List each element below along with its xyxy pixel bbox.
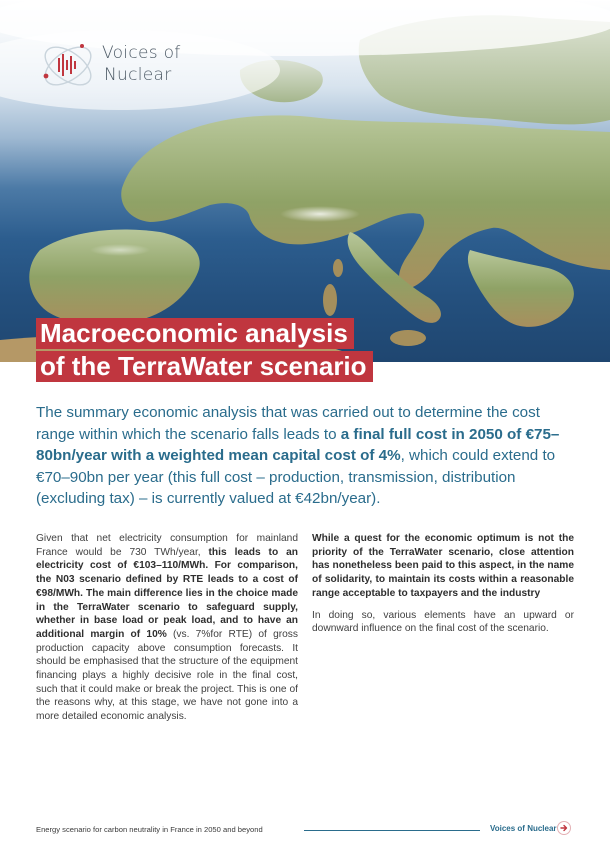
title-line-1: Macroeconomic analysis: [36, 318, 354, 349]
lede-text-2: , which could extend to €70–90bn per year (this full cost – production, transmission, distribution (excluding tax) – is currently valued at €42bn/year).: [36, 447, 556, 507]
hero-map-image: [0, 0, 610, 362]
brand-name-line1: Voices of: [102, 43, 181, 63]
left-text-bold: this leads to an electricity cost of €103–110/MWh. For comparison, the N03 scenario defined by RTE leads to a cost of €98/MWh. The main difference lies in the choice made in the TerraWater scenario to safeguard supply, whether in base load or peak load, and to have an additional margin of 10%: [36, 546, 298, 640]
lede-paragraph: [36, 402, 576, 510]
lede-text-1: The summary economic analysis that was carried out to determine the cost range within which the scenario falls leads to: [36, 404, 540, 443]
right-paragraph-1: [312, 532, 574, 601]
page-title: [36, 318, 373, 384]
lede-highlight: a final full cost in 2050 of €75–80bn/year with a weighted mean capital cost of 4%: [36, 425, 560, 464]
brand-name: [102, 42, 181, 86]
right-paragraph-2: In doing so, various elements have an upward or downward influence on the final cost of the scenario.: [312, 609, 574, 635]
body-column-left: [36, 532, 298, 732]
footer-brand: Voices of Nuclear: [490, 824, 557, 833]
title-line-2: of the TerraWater scenario: [36, 351, 373, 382]
left-paragraph: [36, 532, 298, 724]
footer-divider: [304, 830, 480, 831]
brand-name-line2: Nuclear: [104, 65, 172, 85]
brand-logo[interactable]: [34, 34, 194, 96]
arrow-right-circle-icon[interactable]: [556, 820, 572, 836]
voices-of-nuclear-logo-icon: [34, 34, 98, 96]
body-column-right: [312, 532, 574, 644]
footer-document-title: Energy scenario for carbon neutrality in France in 2050 and beyond: [36, 825, 263, 834]
left-text-1: Given that net electricity consumption for mainland France would be 730 TWh/year,: [36, 533, 298, 558]
left-text-2: (vs. 7%for RTE) of gross production capacity above consumption forecasts. It should be emphasised that the structure of the equipment financing plays a highly decisive role in the final cost, such that it could make or break the project. This is one of the reasons why, at this stage, we have not gone into a more detailed economic analysis.: [36, 628, 298, 723]
right-text-bold: While a quest for the economic optimum is not the priority of the TerraWater scenario, close attention has nonetheless been paid to this aspect, in the name of solidarity, to maintain its costs within a reasonable range acceptable to taxpayers and the industry: [312, 533, 574, 599]
